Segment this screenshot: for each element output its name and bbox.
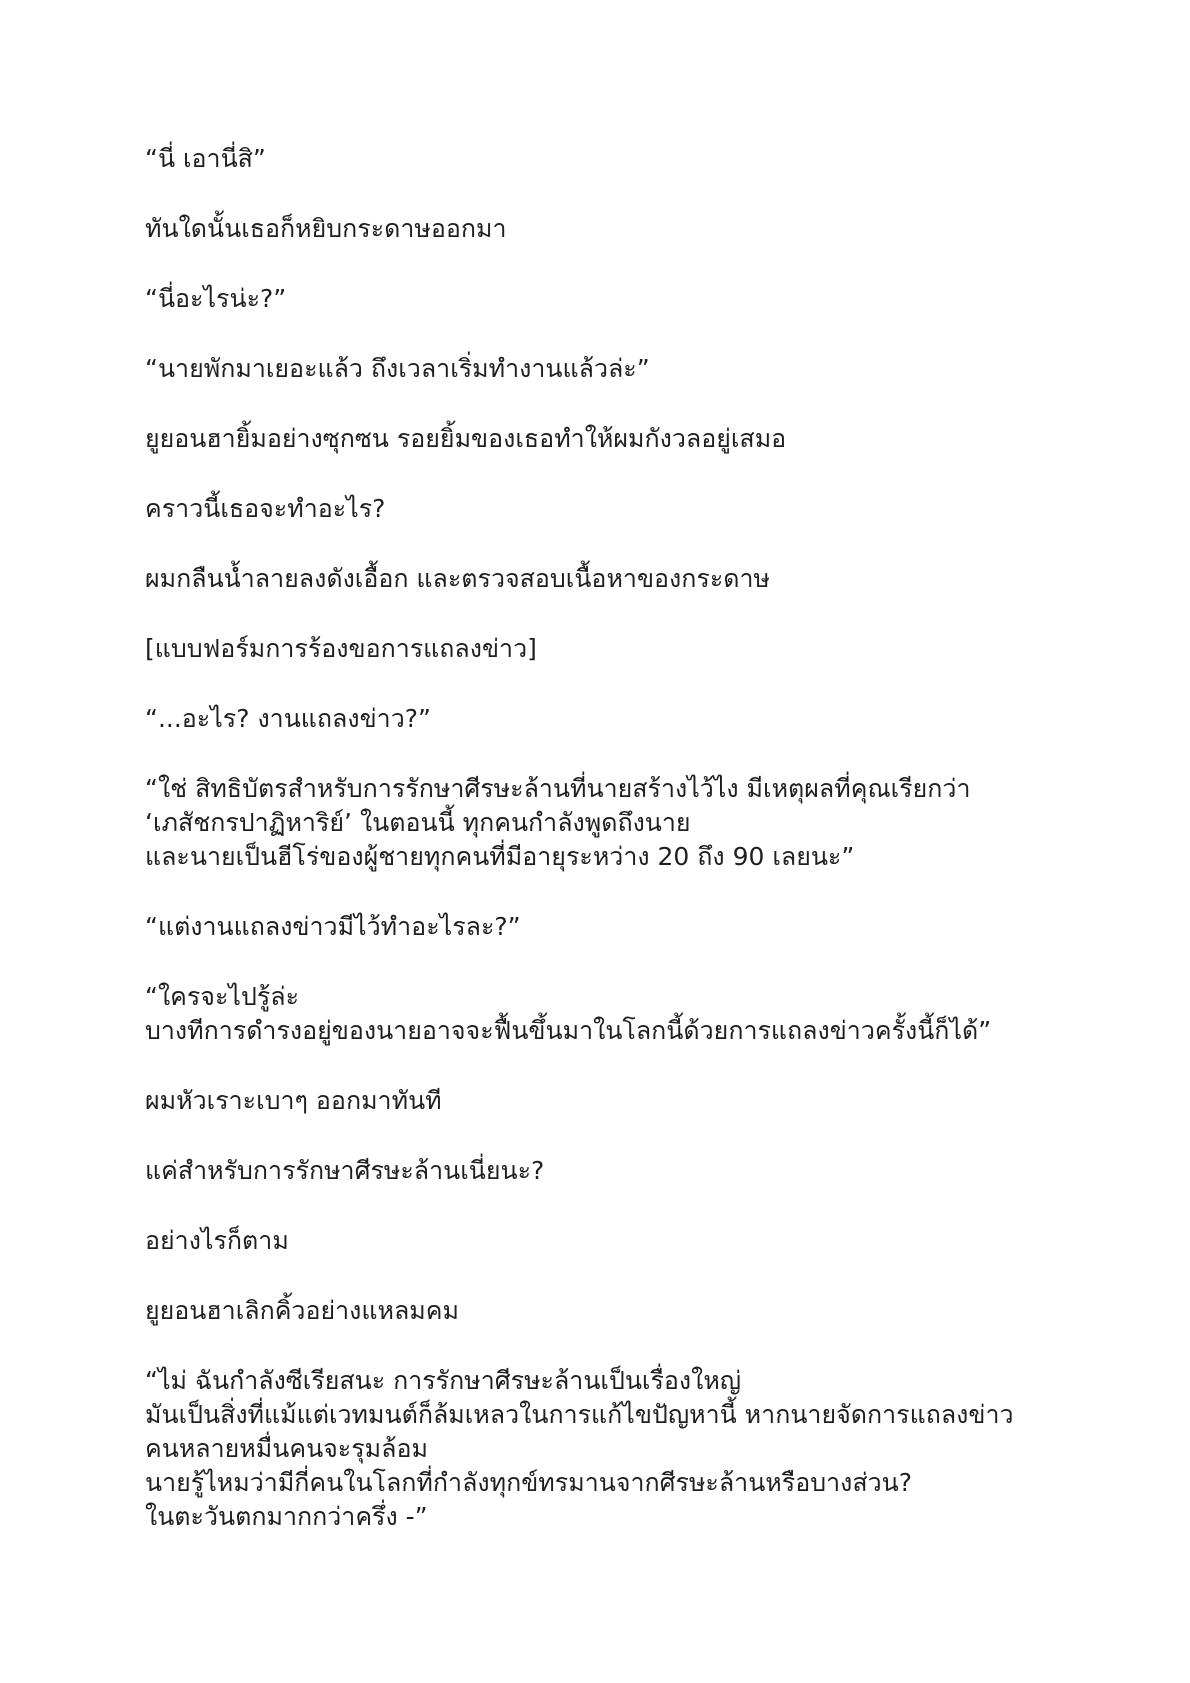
text-line: ยูยอนฮาเลิกคิ้วอย่างแหลมคม <box>145 1296 459 1325</box>
paragraph <box>145 352 1105 386</box>
paragraph <box>145 772 1105 874</box>
text-line: คราวนี้เธอจะทำอะไร? <box>145 494 386 523</box>
text-line: คนหลายหมื่นคนจะรุมล้อม <box>145 1434 428 1463</box>
text-line: “ใช่ สิทธิบัตรสำหรับการรักษาศีรษะล้านที่นายสร้างไว้ไง มีเหตุผลที่คุณเรียกว่า <box>145 774 971 803</box>
paragraph <box>145 1224 1105 1258</box>
paragraph <box>145 562 1105 596</box>
text-line: ผมกลืนน้ำลายลงดังเอื้อก และตรวจสอบเนื้อหาของกระดาษ <box>145 564 771 593</box>
text-line: ในตะวันตกมากกว่าครึ่ง -” <box>145 1502 428 1531</box>
text-line: “ไม่ ฉันกำลังซีเรียสนะ การรักษาศีรษะล้านเป็นเรื่องใหญ่ <box>145 1366 742 1395</box>
text-line: และนายเป็นฮีโร่ของผู้ชายทุกคนที่มีอายุระหว่าง 20 ถึง 90 เลยนะ” <box>145 842 855 871</box>
text-line: ผมหัวเราะเบาๆ ออกมาทันที <box>145 1086 442 1115</box>
text-line: “แต่งานแถลงข่าวมีไว้ทำอะไรละ?” <box>145 912 521 941</box>
text-line: อย่างไรก็ตาม <box>145 1226 289 1255</box>
paragraph <box>145 212 1105 246</box>
paragraph <box>145 1294 1105 1328</box>
text-line: แค่สำหรับการรักษาศีรษะล้านเนี่ยนะ? <box>145 1156 545 1185</box>
paragraph <box>145 422 1105 456</box>
paragraph <box>145 702 1105 736</box>
text-line: “ใครจะไปรู้ล่ะ <box>145 982 300 1011</box>
text-line: “นี่ เอานี่สิ” <box>145 144 266 173</box>
text-line: “นายพักมาเยอะแล้ว ถึงเวลาเริ่มทำงานแล้วล่ะ” <box>145 354 650 383</box>
text-line: [แบบฟอร์มการร้องขอการแถลงข่าว] <box>145 634 537 663</box>
paragraph <box>145 282 1105 316</box>
text-line: “นี่อะไรน่ะ?” <box>145 284 287 313</box>
document-body <box>145 142 1105 1570</box>
text-line: บางทีการดำรงอยู่ของนายอาจจะฟื้นขึ้นมาในโลกนี้ด้วยการแถลงข่าวครั้งนี้ก็ได้” <box>145 1016 992 1045</box>
paragraph <box>145 1364 1105 1534</box>
text-line: ‘เภสัชกรปาฏิหาริย์’ ในตอนนี้ ทุกคนกำลังพูดถึงนาย <box>145 808 691 837</box>
paragraph <box>145 1084 1105 1118</box>
paragraph <box>145 142 1105 176</box>
paragraph <box>145 910 1105 944</box>
text-line: นายรู้ไหมว่ามีกี่คนในโลกที่กำลังทุกข์ทรมานจากศีรษะล้านหรือบางส่วน? <box>145 1468 912 1497</box>
text-line: ทันใดนั้นเธอก็หยิบกระดาษออกมา <box>145 214 507 243</box>
text-line: มันเป็นสิ่งที่แม้แต่เวทมนต์ก็ล้มเหลวในการแก้ไขปัญหานี้ หากนายจัดการแถลงข่าว <box>145 1400 1014 1429</box>
text-line: ยูยอนฮายิ้มอย่างซุกซน รอยยิ้มของเธอทำให้ผมกังวลอยู่เสมอ <box>145 424 787 453</box>
paragraph <box>145 980 1105 1048</box>
text-line: “...อะไร? งานแถลงข่าว?” <box>145 704 431 733</box>
paragraph <box>145 492 1105 526</box>
paragraph <box>145 1154 1105 1188</box>
paragraph <box>145 632 1105 666</box>
